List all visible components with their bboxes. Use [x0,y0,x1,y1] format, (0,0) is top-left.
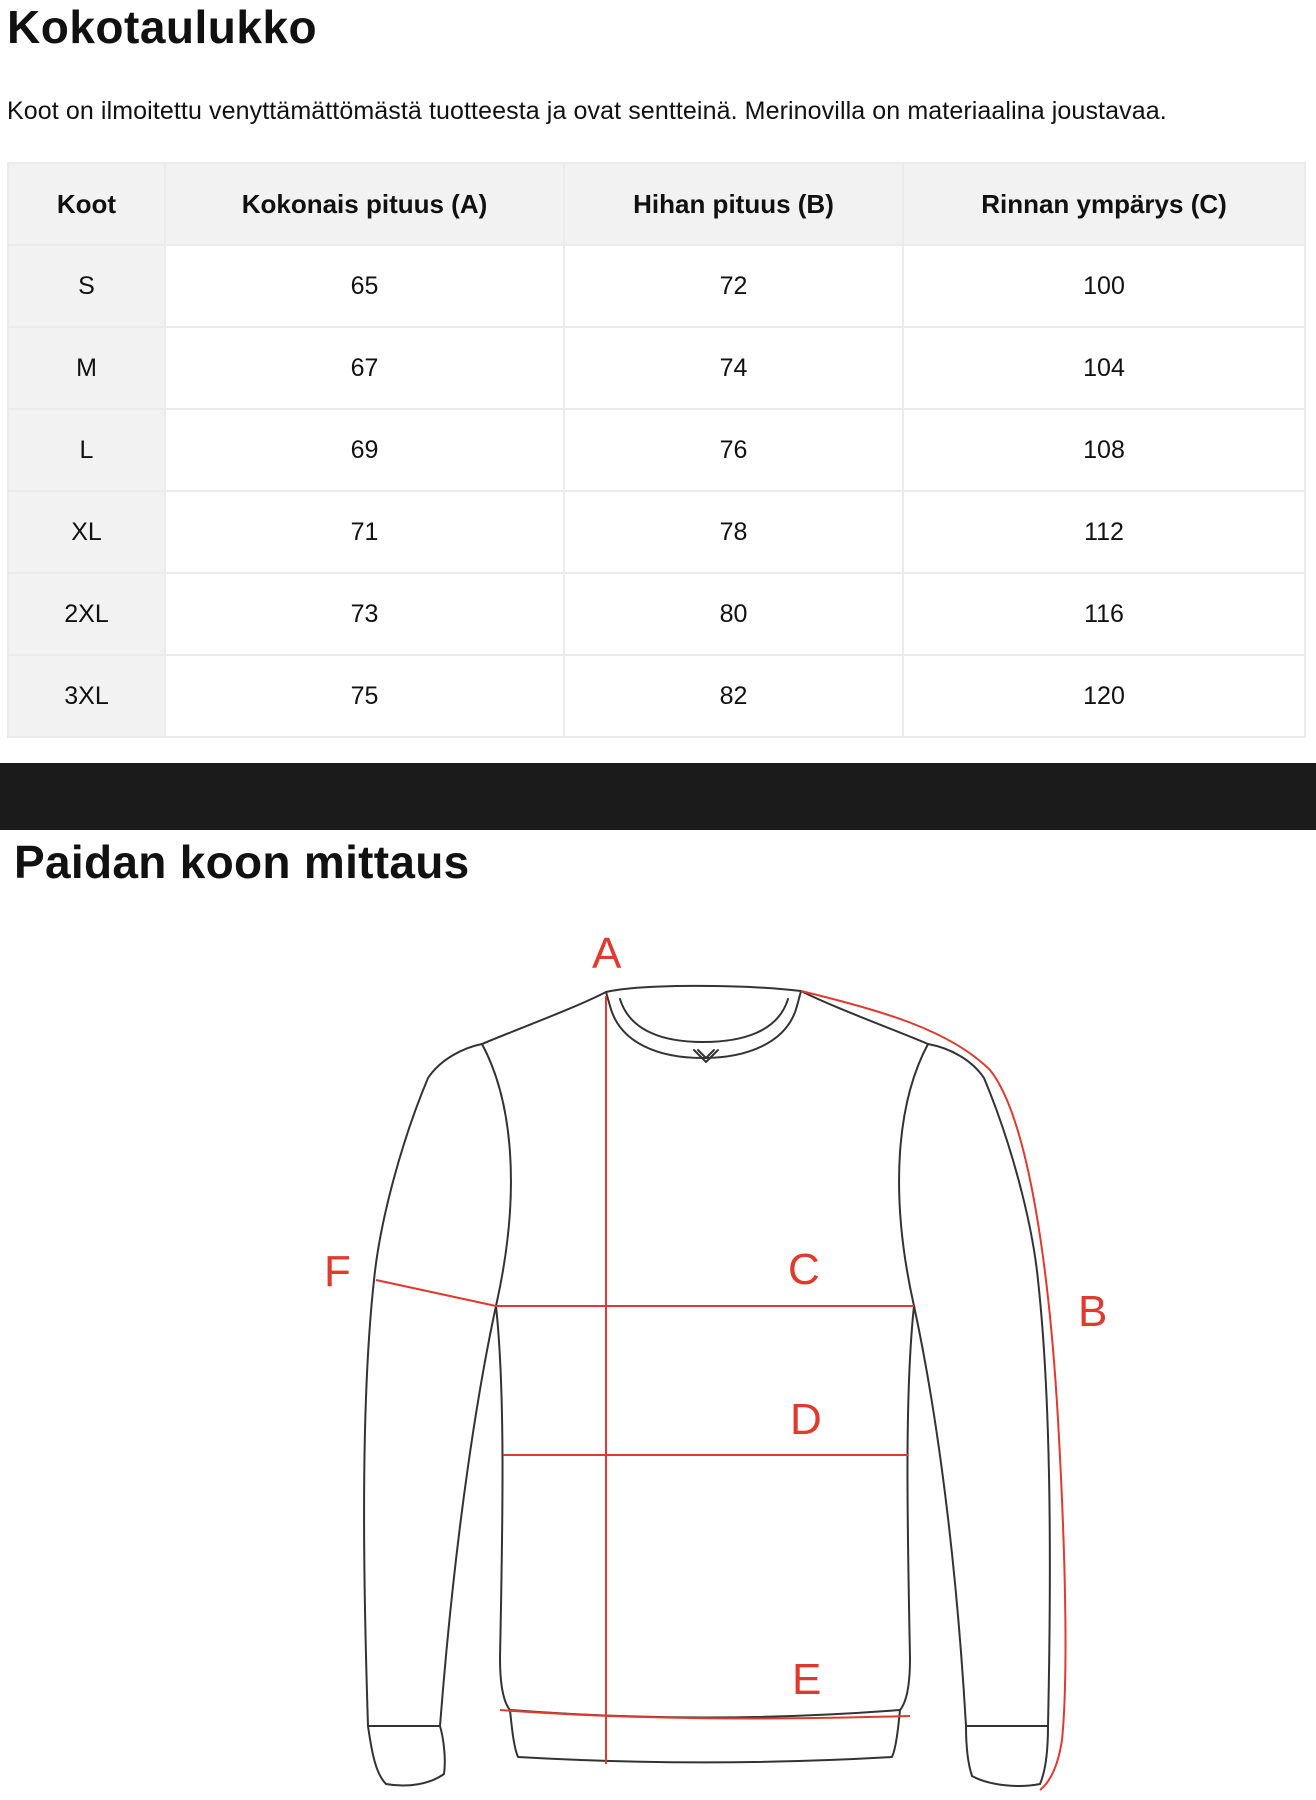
label-e: E [792,1655,822,1704]
column-header-size: Koot [8,163,165,245]
column-header-sleeve-length: Hihan pituus (B) [564,163,903,245]
sleeve-length-line-b [801,991,1065,1790]
size-cell: L [8,409,165,491]
sleeve-length-cell: 74 [564,327,903,409]
sleeve-length-cell: 82 [564,655,903,737]
label-d: D [790,1395,822,1444]
label-f: F [324,1247,351,1296]
column-header-total-length: Kokonais pituus (A) [165,163,564,245]
total-length-cell: 73 [165,573,564,655]
neck-logo-icon [694,1050,718,1062]
sweater-outline [364,986,1050,1786]
size-cell: 2XL [8,573,165,655]
size-chart-description: Koot on ilmoitettu venyttämättömästä tuotteesta ja ovat sentteinä. Merinovilla on materiaalina joustavaa. [7,97,1167,125]
chest-circumference-cell: 100 [903,245,1305,327]
right-cuff-outline [966,1726,1048,1786]
sleeve-length-cell: 76 [564,409,903,491]
chest-circumference-cell: 112 [903,491,1305,573]
left-cuff-outline [368,1726,445,1786]
total-length-cell: 65 [165,245,564,327]
sleeve-length-cell: 80 [564,573,903,655]
label-b: B [1078,1287,1108,1336]
right-sleeve-inner-outline [914,1306,966,1726]
left-sleeve-outline [364,1044,482,1726]
page-title: Kokotaulukko [7,1,318,53]
sleeve-length-cell: 72 [564,245,903,327]
column-header-chest-circumference: Rinnan ympärys (C) [903,163,1305,245]
label-a: A [592,929,622,978]
chest-circumference-cell: 104 [903,327,1305,409]
armhole-line-f [376,1280,496,1306]
total-length-cell: 69 [165,409,564,491]
collar-inner-seam [620,999,788,1042]
chest-circumference-cell: 116 [903,573,1305,655]
total-length-cell: 67 [165,327,564,409]
left-sleeve-inner-outline [440,1306,496,1726]
chest-circumference-cell: 120 [903,655,1305,737]
measure-section-title: Paidan koon mittaus [14,836,470,888]
size-cell: 3XL [8,655,165,737]
total-length-cell: 75 [165,655,564,737]
sleeve-length-cell: 78 [564,491,903,573]
right-sleeve-outline [928,1044,1050,1726]
total-length-cell: 71 [165,491,564,573]
label-c: C [788,1245,820,1294]
size-cell: M [8,327,165,409]
body-outline [482,991,928,1718]
measurement-labels [324,929,1107,1704]
chest-circumference-cell: 108 [903,409,1305,491]
size-cell: S [8,245,165,327]
size-cell: XL [8,491,165,573]
